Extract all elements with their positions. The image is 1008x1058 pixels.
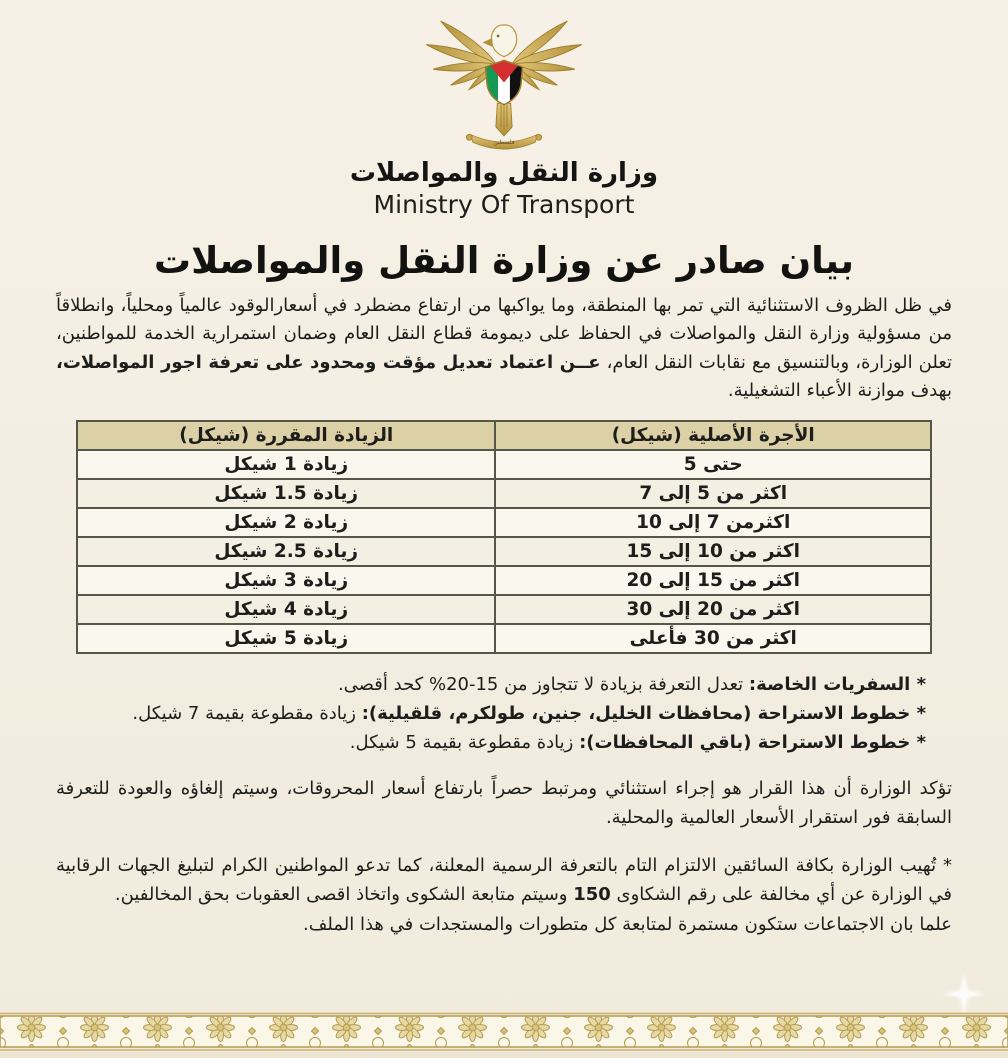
flag-shield	[486, 60, 523, 106]
intro-lead: في ظل الظروف الاستثنائية التي تمر بها المنطقة، وما يواكبها من ارتفاع مضطرد في أسعارالوقود عالمياً ومحلياً، وانطلاقاً من مسؤولية وزارة النقل والمواصلات في الحفاظ على ديمومة قطاع النقل العام وضمان استمرارية الخدمة للمواطنين، تعلن الوزارة، وبالتنسيق مع نقابات النقل العام،	[56, 295, 952, 373]
ornamental-border	[0, 1012, 1008, 1058]
compliance-tail: وسيتم متابعة الشكوى واتخاذ اقصى العقوبات بحق المخالفين.	[115, 884, 573, 905]
statement-poster	[0, 10, 1008, 1058]
note-text: زيادة مقطوعة بقيمة 5 شيكل.	[350, 732, 579, 753]
fare-cell: اكثر من 10 إلى 15	[495, 537, 931, 566]
eagle-head	[483, 25, 517, 57]
original-fare-header: الأجرة الأصلية (شيكل)	[495, 421, 931, 450]
increase-cell: زيادة 2 شيكل	[77, 508, 495, 537]
intro-paragraph	[56, 292, 952, 406]
fare-cell: اكثر من 5 إلى 7	[495, 479, 931, 508]
banner-text: فلسطين	[493, 140, 514, 146]
increase-cell: زيادة 5 شيكل	[77, 624, 495, 653]
table-row	[77, 450, 931, 479]
palestine-eagle-emblem-icon	[420, 10, 588, 158]
table-row	[77, 479, 931, 508]
fare-cell: اكثر من 20 إلى 30	[495, 595, 931, 624]
note-lead: * خطوط الاستراحة (محافظات الخليل، جنين، طولكرم، قلقيلية):	[362, 703, 926, 724]
table-row	[77, 595, 931, 624]
ministry-name-english: Ministry Of Transport	[56, 190, 952, 219]
compliance-lead: * تُهيب الوزارة بكافة السائقين الالتزام التام بالتعرفة الرسمية المعلنة، كما تدعو المواطنين الكرام لتبليغ الجهات الرقابية في الوزارة عن أي مخالفة على رقم الشكاوى	[56, 855, 952, 904]
ministry-name-arabic: وزارة النقل والمواصلات	[56, 158, 952, 188]
table-row	[77, 537, 931, 566]
statement-title: بيان صادر عن وزارة النقل والمواصلات	[56, 239, 952, 282]
increase-cell: زيادة 4 شيكل	[77, 595, 495, 624]
table-row	[77, 566, 931, 595]
fare-adjustment-table	[76, 420, 932, 654]
table-row	[77, 508, 931, 537]
note-lead: * السفريات الخاصة:	[749, 674, 926, 695]
increase-cell: زيادة 2.5 شيكل	[77, 537, 495, 566]
increase-header: الزيادة المقررة (شيكل)	[77, 421, 495, 450]
complaints-number: 150	[573, 884, 611, 905]
statement-body	[0, 10, 1008, 939]
banner-scroll	[466, 134, 541, 149]
table-row	[77, 624, 931, 653]
intro-tail: بهدف موازنة الأعباء التشغيلية.	[728, 380, 952, 401]
followup-line: علما بان الاجتماعات ستكون مستمرة لمتابعة كل متطورات والمستجدات في هذا الملف.	[56, 911, 952, 939]
note-rest-lines-north	[56, 699, 926, 728]
note-text: زيادة مقطوعة بقيمة 7 شيكل.	[132, 703, 361, 724]
increase-cell: زيادة 3 شيكل	[77, 566, 495, 595]
increase-cell: زيادة 1 شيكل	[77, 450, 495, 479]
note-rest-lines-other	[56, 728, 926, 757]
note-lead: * خطوط الاستراحة (باقي المحافظات):	[579, 732, 926, 753]
fare-cell: اكثر من 30 فأعلى	[495, 624, 931, 653]
fare-cell: اكثر من 15 إلى 20	[495, 566, 931, 595]
exceptional-measure-paragraph: تؤكد الوزارة أن هذا القرار هو إجراء استثنائي ومرتبط حصراً بارتفاع أسعار المحروقات، وسيتم إلغاؤه والعودة للتعرفة السابقة فور استقرار الأسعار العالمية والمحلية.	[56, 775, 952, 832]
table-header-row	[77, 421, 931, 450]
note-special-trips	[56, 670, 926, 699]
fare-cell: اكثرمن 7 إلى 10	[495, 508, 931, 537]
special-notes-list	[56, 670, 926, 757]
intro-emphasis: عــن اعتماد تعديل مؤقت ومحدود على تعرفة اجور المواصلات،	[56, 352, 601, 373]
fare-cell: حتى 5	[495, 450, 931, 479]
note-text: تعدل التعرفة بزيادة لا تتجاوز من 15-20% كحد أقصى.	[338, 674, 749, 695]
sparkle-decoration	[942, 972, 986, 1016]
compliance-paragraph	[56, 852, 952, 909]
increase-cell: زيادة 1.5 شيكل	[77, 479, 495, 508]
